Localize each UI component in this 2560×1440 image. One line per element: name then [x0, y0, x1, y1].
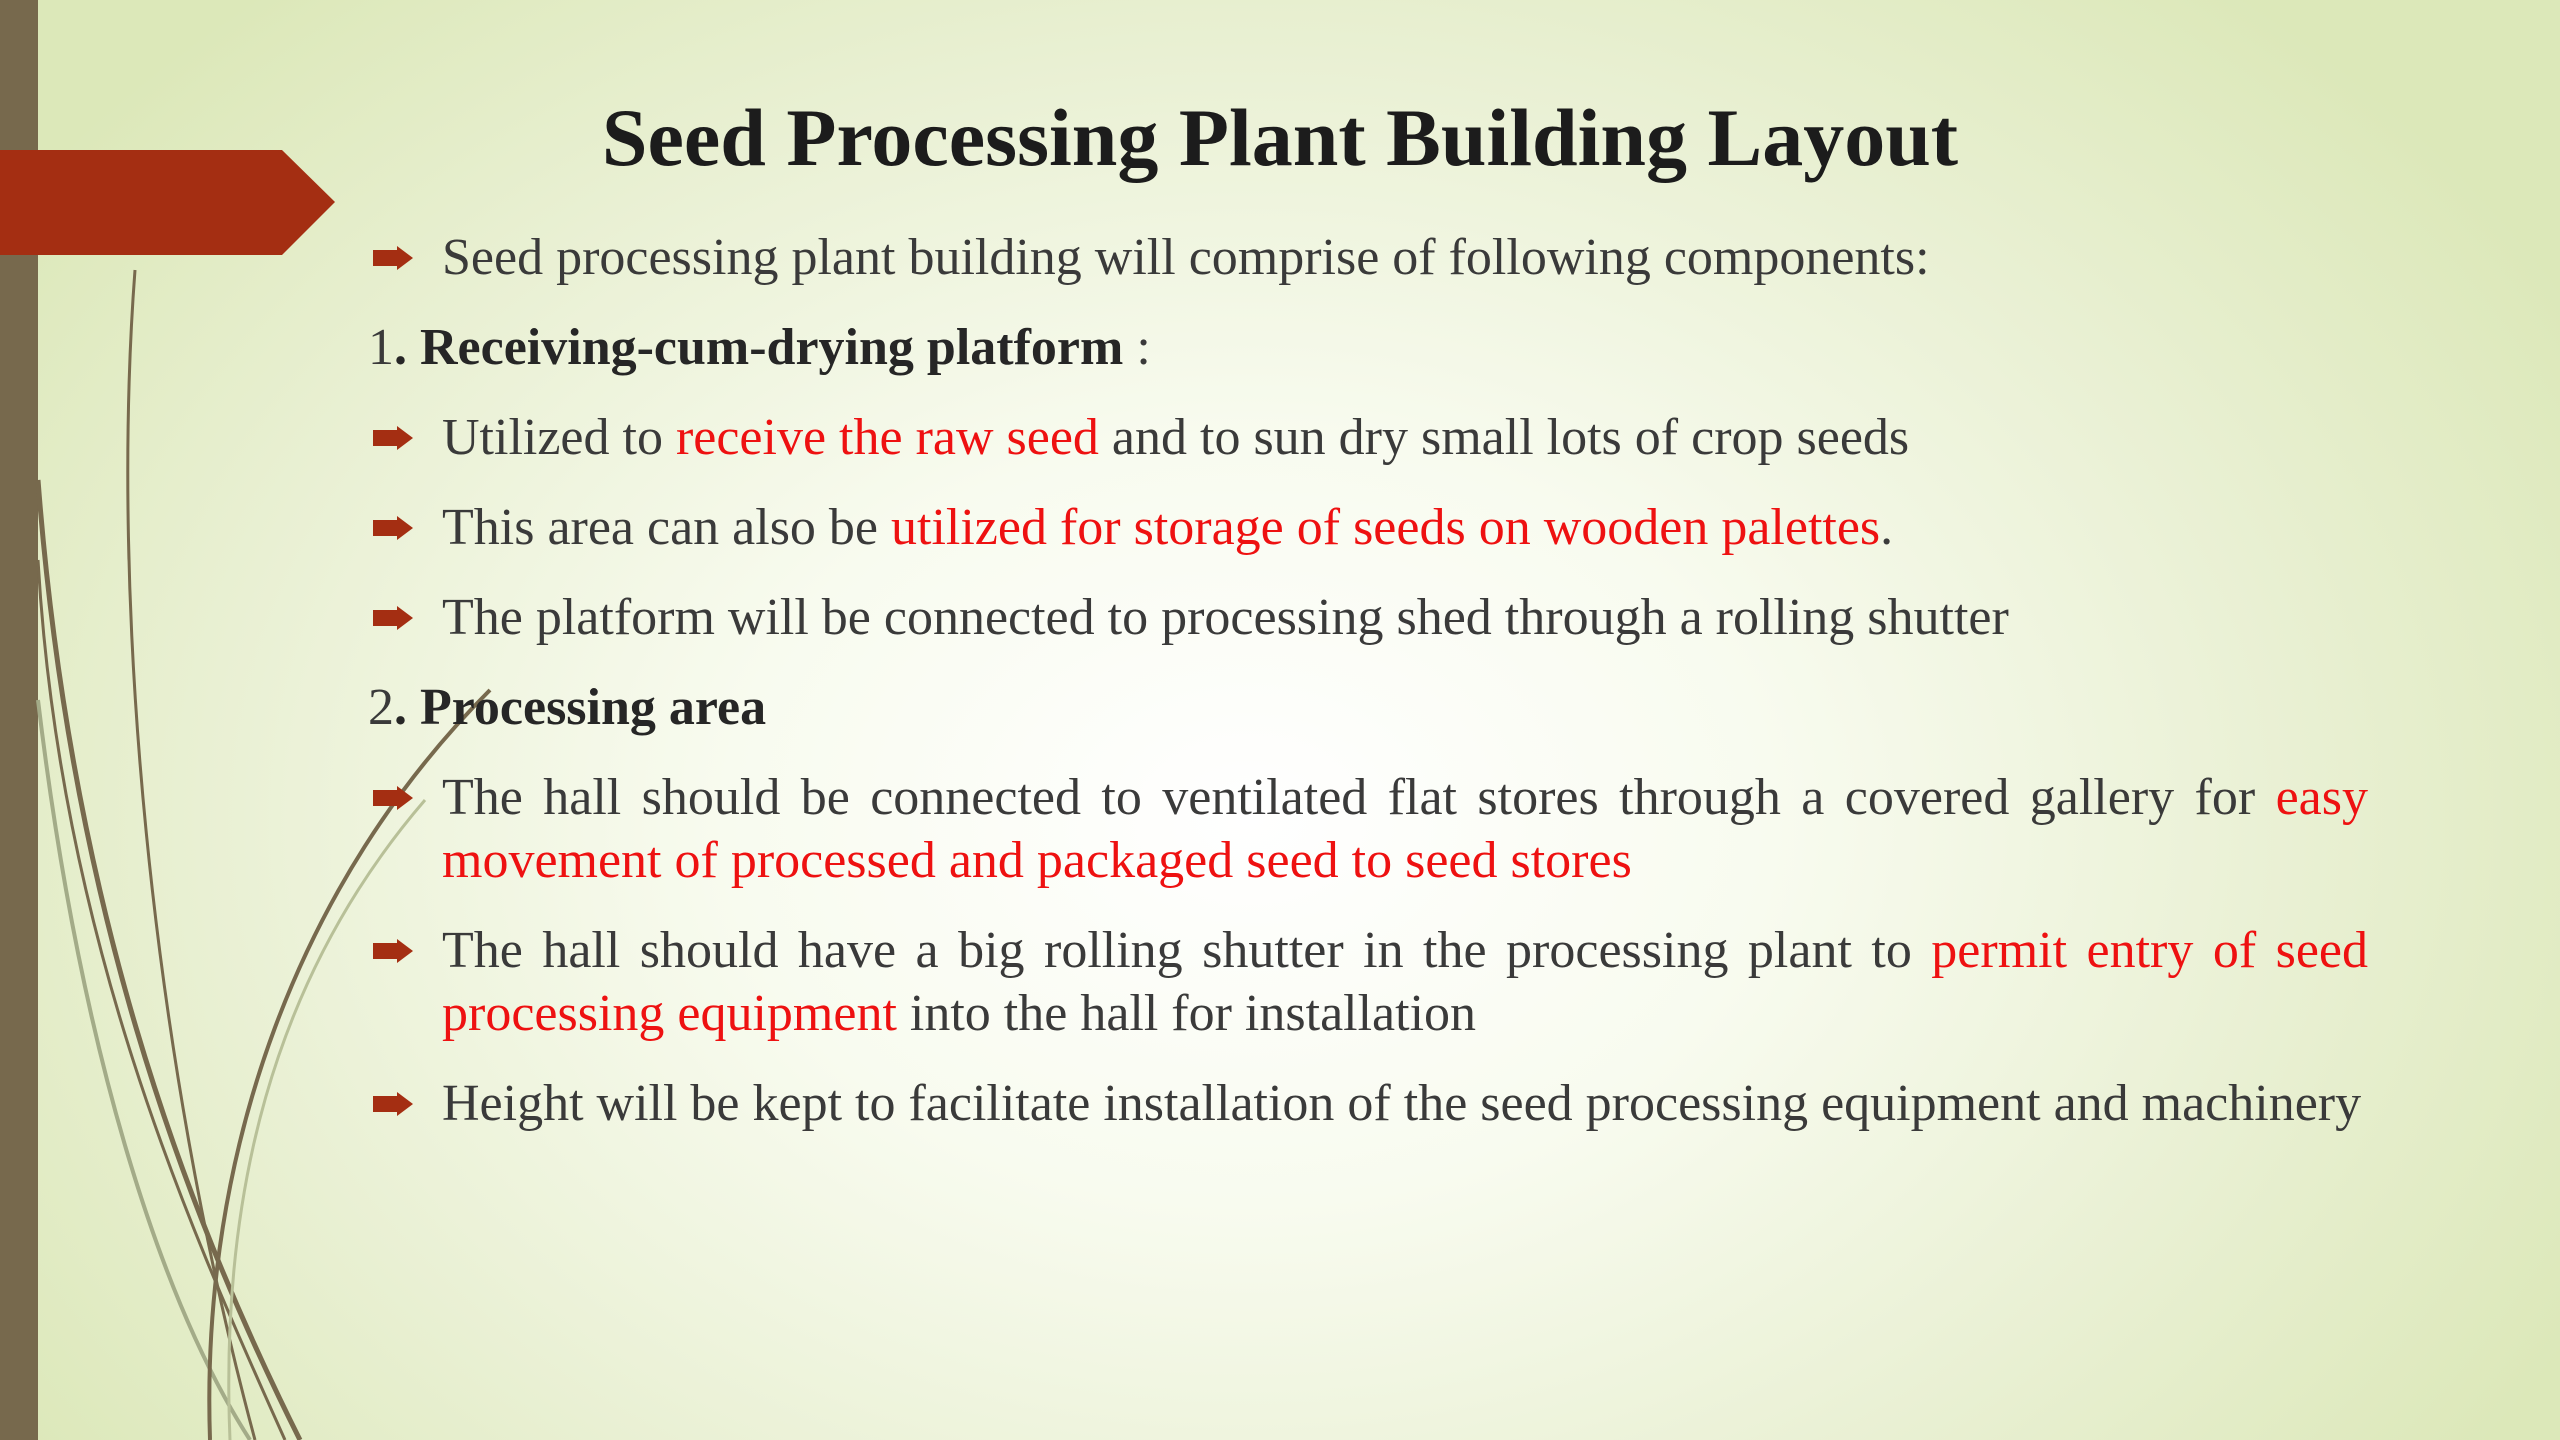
bullet-height [368, 1072, 2368, 1135]
arrow-bullet-icon [373, 606, 413, 630]
section-number: 2 [368, 679, 394, 736]
section-number: 1 [368, 319, 394, 376]
bullet-text: Height will be kept to facilitate installation of the seed processing equipment and machinery [442, 1075, 2362, 1132]
section-heading-text: . Processing area [394, 679, 767, 736]
arrow-bullet-icon [373, 786, 413, 810]
arrow-bullet-icon [373, 1092, 413, 1116]
section-heading-1 [368, 316, 2368, 379]
bullet-text: into the hall for installation [896, 985, 1477, 1042]
bullet-big-shutter [368, 919, 2368, 1045]
section-heading-suffix: : [1123, 319, 1151, 376]
bullet-text: The hall should be connected to ventilated flat stores through a covered gallery for [442, 769, 2276, 826]
bullet-covered-gallery [368, 766, 2368, 892]
highlight-text: receive the raw seed [675, 409, 1099, 466]
arrow-bullet-icon [373, 939, 413, 963]
arrow-bullet-icon [373, 426, 413, 450]
section-heading-2 [368, 676, 2368, 739]
bullet-text: and to sun dry small lots of crop seeds [1098, 409, 1910, 466]
bullet-rolling-shutter [368, 586, 2368, 649]
bullet-text: . [1880, 499, 1894, 556]
bullet-text: Utilized to [442, 409, 676, 466]
bullet-text: This area can also be [442, 499, 892, 556]
highlight-text: easy movement of processed and packaged seed to seed stores [442, 769, 2368, 889]
highlight-text: permit entry of seed processing equipment [442, 922, 2369, 1042]
highlight-text: utilized for storage of seeds on wooden palettes [891, 499, 1881, 556]
intro-bullet [368, 226, 2368, 289]
bullet-text: The platform will be connected to processing shed through a rolling shutter [442, 589, 2009, 646]
slide-content [368, 226, 2368, 1162]
bullet-storage [368, 496, 2368, 559]
arrow-bullet-icon [373, 246, 413, 270]
section-heading-text: . Receiving-cum-drying platform [394, 319, 1124, 376]
arrow-bullet-icon [373, 516, 413, 540]
bullet-receive-seed [368, 406, 2368, 469]
slide-title: Seed Processing Plant Building Layout [601, 92, 1959, 183]
intro-text: Seed processing plant building will comprise of following components: [442, 229, 1930, 286]
bullet-text: The hall should have a big rolling shutter in the processing plant to [442, 922, 1932, 979]
